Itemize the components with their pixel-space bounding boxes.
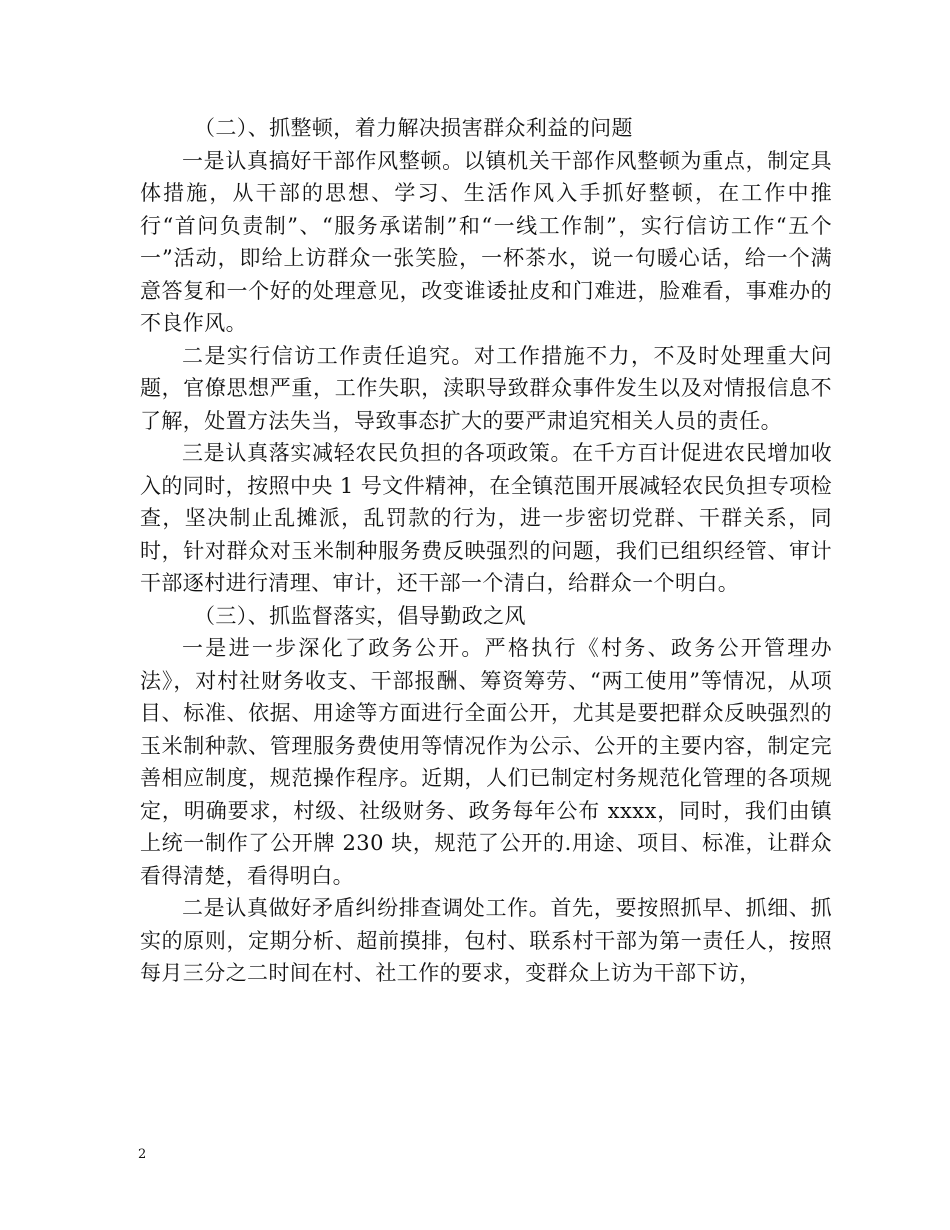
paragraph-government-affairs: 一是进一步深化了政务公开。严格执行《村务、政务公开管理办法》，对村社财务收支、干部报酬、筹资筹劳、“两工使用”等情况，从项目、标准、依据、用途等方面进行全面公开，尤其是要把群众反映强烈的玉米制种款、管理服务费使用等情况作为公示、公开的主要内容，制定完善相应制度，规范操作程序。近期，人们已制定村务规范化管理的各项规定，明确要求，村级、社级财务、政务每年公布 xxxx，同时，我们由镇上统一制作了公开牌 230 块，规范了公开的.用途、项目、标准，让群众看得清楚，看得明白。 — [140, 636, 832, 888]
paragraph-accountability: 二是实行信访工作责任追究。对工作措施不力，不及时处理重大问题，官僚思想严重，工作失职，渎职导致群众事件发生以及对情报信息不了解，处置方法失当，导致事态扩大的要严肃追究相关人员的责任。 — [140, 343, 832, 433]
paragraph-dispute-resolution: 二是认真做好矛盾纠纷排查调处工作。首先，要按照抓早、抓细、抓实的原则，定期分析、超前摸排，包村、联系村干部为第一责任人，按照每月三分之二时间在村、社工作的要求，变群众上访为干部下访， — [140, 896, 832, 985]
document-body — [140, 112, 832, 990]
paragraph-farmer-burden: 三是认真落实减轻农民负担的各项政策。在千方百计促进农民增加收入的同时，按照中央 1 号文件精神，在全镇范围开展减轻农民负担专项检查，坚决制止乱摊派，乱罚款的行为，进一步密切党群、干群关系，同时，针对群众对玉米制种服务费反映强烈的问题，我们已组织经管、审计干部逐村进行清理、审计，还干部一个清白，给群众一个明白。 — [140, 441, 832, 595]
section-heading-3: （三）、抓监督落实，倡导勤政之风 — [194, 603, 526, 628]
paragraph-cadre-style: 一是认真搞好干部作风整顿。以镇机关干部作风整顿为重点，制定具体措施，从干部的思想、学习、生活作风入手抓好整顿，在工作中推行“首问负责制”、“服务承诺制”和“一线工作制”，实行信访工作“五个一”活动，即给上访群众一张笑脸，一杯茶水，说一句暖心话，给一个满意答复和一个好的处理意见，改变谁诿扯皮和门难进，脸难看，事难办的不良作风。 — [140, 148, 832, 335]
page-number: 2 — [138, 1147, 147, 1162]
section-heading-2: （二）、抓整顿，着力解决损害群众利益的问题 — [194, 116, 633, 140]
